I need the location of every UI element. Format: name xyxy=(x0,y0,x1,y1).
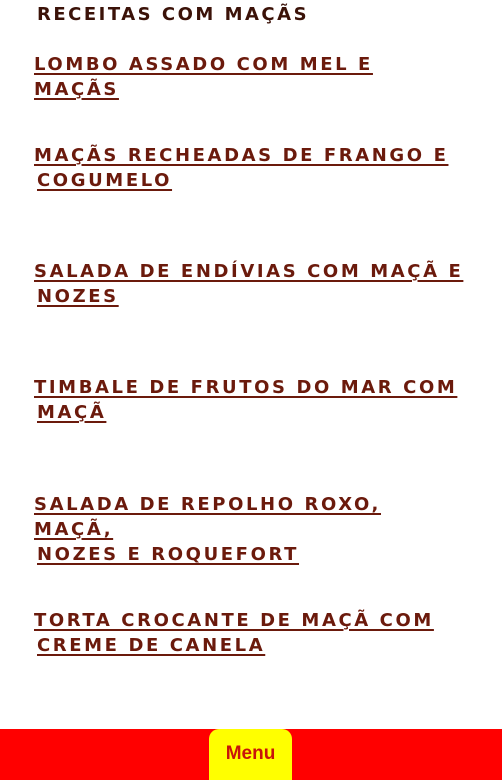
recipe-link-label: LOMBO ASSADO COM MEL E MAÇÃS xyxy=(34,54,373,100)
recipe-link-salada-endivias[interactable] xyxy=(34,259,464,309)
recipe-link-label: TORTA CROCANTE DE MAÇÃ COM xyxy=(34,610,434,631)
recipe-link-timbale[interactable] xyxy=(34,375,464,425)
recipe-link-label-line2: NOZES E ROQUEFORT xyxy=(37,544,300,565)
recipe-link-macas-recheadas[interactable] xyxy=(34,143,464,193)
recipe-link-salada-repolho[interactable] xyxy=(34,492,464,567)
recipe-link-label-line2: NOZES xyxy=(37,286,119,307)
recipe-link-torta-crocante[interactable] xyxy=(34,608,464,658)
recipe-link-label-line2: CREME DE CANELA xyxy=(37,635,266,656)
recipe-link-label-line2: COGUMELO xyxy=(37,170,173,191)
menu-button[interactable]: Menu xyxy=(209,729,292,780)
recipe-link-label: MAÇÃS RECHEADAS DE FRANGO E xyxy=(34,145,449,166)
recipe-link-label: SALADA DE ENDÍVIAS COM MAÇÃ E xyxy=(34,261,464,282)
recipe-link-lombo-assado[interactable] xyxy=(34,52,464,102)
recipe-link-label-line2: MAÇÃ xyxy=(37,402,107,423)
recipe-link-label: SALADA DE REPOLHO ROXO, MAÇÃ, xyxy=(34,494,381,540)
recipe-link-label: TIMBALE DE FRUTOS DO MAR COM xyxy=(34,377,458,398)
bottom-menu-bar xyxy=(0,729,502,780)
page-title: RECEITAS COM MAÇÃS xyxy=(37,4,310,25)
